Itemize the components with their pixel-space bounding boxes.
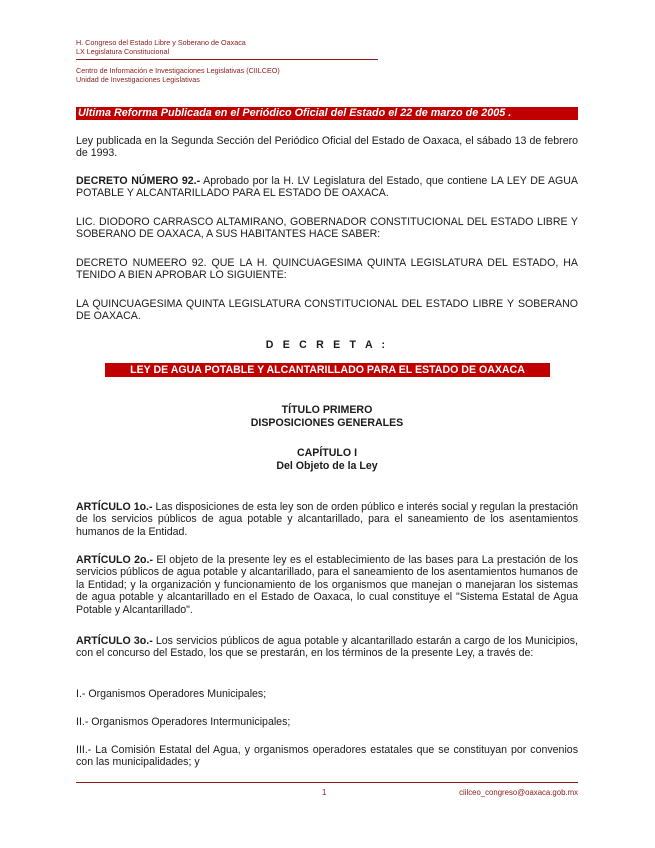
articulo-3-label: ARTÍCULO 3o.- [76, 635, 153, 647]
articulo-2-paragraph [76, 554, 578, 616]
decreto-paragraph [76, 175, 578, 200]
footer-email: ciilceo_congreso@oaxaca.gob.mx [459, 788, 578, 797]
page-number: 1 [322, 788, 327, 797]
quincuagesima-paragraph: LA QUINCUAGESIMA QUINTA LEGISLATURA CONSTITUCIONAL DEL ESTADO LIBRE Y SOBERANO DE OAXACA. [76, 298, 578, 323]
header-centro: Centro de Información e Investigaciones Legislativas (CIILCEO) [76, 66, 280, 75]
decreto-label: DECRETO NÚMERO 92.- [76, 175, 201, 187]
titulo-heading: TÍTULO PRIMERO [281, 404, 373, 416]
capitulo-subheading: Del Objeto de la Ley [276, 460, 378, 472]
articulo-2-label: ARTÍCULO 2o.- [76, 554, 153, 566]
decreto-numero-paragraph: DECRETO NUMEERO 92. QUE LA H. QUINCUAGESIMA QUINTA LEGISLATURA DEL ESTADO, HA TENIDO A BIEN APROBAR LO SIGUIENTE: [76, 257, 578, 282]
header-divider [76, 59, 378, 60]
footer-divider [76, 782, 578, 783]
articulo-2-text: El objeto de la presente ley es el establecimiento de las bases para La prestación de los servicios públicos de agua potable y alcantarillado, para el saneamiento de los asentamientos humanos de la Entidad; y la organización y funcionamiento de los organismos que manejan o manejaran los sistemas de agua potable y alcantarillado en el Estado de Oaxaca, lo cual constituye el "Sistema Estatal de Agua Potable y Alcantarillado". [76, 554, 578, 616]
header-congress: H. Congreso del Estado Libre y Soberano de Oaxaca [76, 38, 246, 47]
header-unidad: Unidad de Investigaciones Legislativas [76, 75, 200, 84]
ley-publicada-paragraph: Ley publicada en la Segunda Sección del Periódico Oficial del Estado de Oaxaca, el sábado 13 de febrero de 1993. [76, 135, 578, 160]
decreto-text: Aprobado por la H. LV Legislatura del Estado, que contiene LA LEY DE AGUA POTABLE Y ALCANTARILLADO PARA EL ESTADO DE OAXACA. [76, 175, 578, 200]
articulo-1-paragraph [76, 501, 578, 538]
articulo-1-text: Las disposiciones de esta ley son de orden público e interés social y regulan la prestación de los servicios públicos de agua potable y alcantarillado, para el saneamiento de los asentamientos humanos de la Entidad. [76, 501, 578, 538]
fraccion-1: I.- Organismos Operadores Municipales; [76, 688, 267, 700]
ultima-reforma-banner: Ultima Reforma Publicada en el Periódico Oficial del Estado el 22 de marzo de 2005 . [76, 107, 578, 120]
articulo-1-label: ARTÍCULO 1o.- [76, 501, 153, 513]
articulo-3-text: Los servicios públicos de agua potable y alcantarillado estarán a cargo de los Municipios, con el concurso del Estado, los que se prestarán, en los términos de la presente Ley, a través de: [76, 635, 578, 660]
header-legislature: LX Legislatura Constitucional [76, 47, 170, 56]
fraccion-3: III.- La Comisión Estatal del Agua, y organismos operadores estatales que se constituyan por convenios con las municipalidades; y [76, 744, 578, 769]
titulo-subheading: DISPOSICIONES GENERALES [250, 417, 404, 429]
ley-title-banner: LEY DE AGUA POTABLE Y ALCANTARILLADO PARA EL ESTADO DE OAXACA [105, 363, 550, 377]
fraccion-2: II.- Organismos Operadores Intermunicipales; [76, 716, 291, 728]
articulo-3-paragraph [76, 635, 578, 660]
decreta-heading: D E C R E T A : [265, 339, 389, 351]
lic-paragraph: LIC. DIODORO CARRASCO ALTAMIRANO, GOBERNADOR CONSTITUCIONAL DEL ESTADO LIBRE Y SOBERANO DE OAXACA, A SUS HABITANTES HACE SABER: [76, 216, 578, 241]
capitulo-heading: CAPÍTULO I [296, 447, 358, 459]
